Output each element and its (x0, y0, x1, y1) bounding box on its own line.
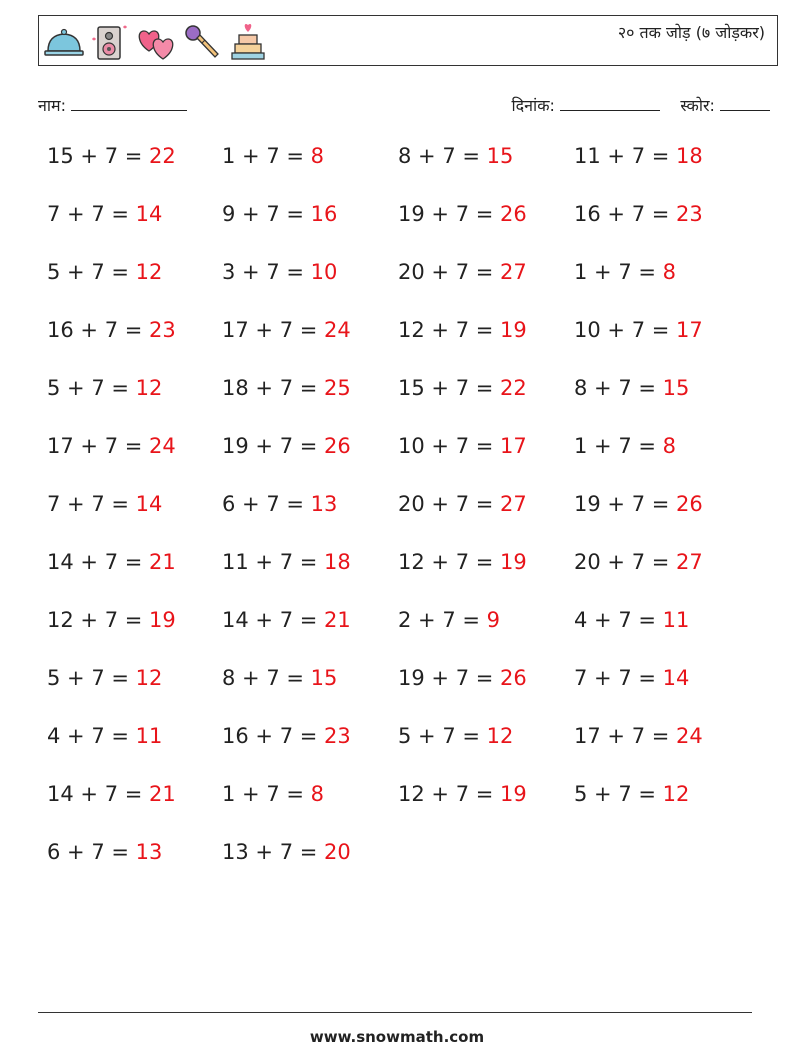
addend-b: 7 (91, 376, 105, 400)
answer: 17 (676, 318, 703, 342)
addend-a: 19 (398, 202, 425, 226)
addend-a: 17 (222, 318, 249, 342)
answer: 26 (676, 492, 703, 516)
answer: 14 (662, 666, 690, 690)
answer: 12 (135, 260, 163, 284)
addend-a: 2 (398, 608, 412, 632)
addend-a: 10 (574, 318, 601, 342)
addend-a: 11 (574, 144, 601, 168)
answer: 21 (149, 550, 176, 574)
addend-b: 7 (91, 492, 105, 516)
answer: 17 (500, 434, 527, 458)
answer: 27 (500, 492, 527, 516)
addend-a: 19 (222, 434, 249, 458)
speaker-icon (89, 21, 131, 63)
answer: 23 (149, 318, 176, 342)
problem-item: 14 + 7 = 21 (47, 782, 176, 806)
addend-b: 7 (104, 434, 119, 458)
addend-a: 16 (574, 202, 601, 226)
addend-a: 4 (574, 608, 588, 632)
addend-a: 7 (574, 666, 588, 690)
addend-a: 12 (47, 608, 74, 632)
addend-b: 7 (279, 318, 294, 342)
serving-cloche-icon (43, 21, 85, 63)
answer: 13 (310, 492, 338, 516)
answer: 27 (500, 260, 527, 284)
addend-a: 8 (398, 144, 412, 168)
addend-b: 7 (266, 144, 280, 168)
addend-b: 7 (618, 666, 632, 690)
addend-a: 16 (47, 318, 74, 342)
problem-item: 7 + 7 = 14 (47, 492, 163, 516)
answer: 18 (324, 550, 351, 574)
addend-b: 7 (631, 202, 646, 226)
name-field (38, 94, 187, 116)
addend-a: 5 (47, 376, 61, 400)
problem-item: 19 + 7 = 26 (222, 434, 351, 458)
answer: 14 (135, 492, 163, 516)
addend-b: 7 (104, 550, 119, 574)
answer: 21 (149, 782, 176, 806)
problem-item: 20 + 7 = 27 (574, 550, 703, 574)
addend-b: 7 (104, 782, 119, 806)
date-label: दिनांक: (511, 96, 555, 115)
addend-b: 7 (455, 550, 470, 574)
addend-b: 7 (279, 376, 294, 400)
addend-a: 1 (222, 144, 236, 168)
problem-item: 13 + 7 = 20 (222, 840, 351, 864)
problem-item: 1 + 7 = 8 (574, 434, 677, 458)
answer: 22 (500, 376, 527, 400)
answer: 24 (324, 318, 351, 342)
addend-a: 8 (574, 376, 588, 400)
problem-item: 8 + 7 = 15 (398, 144, 514, 168)
addend-b: 7 (266, 782, 280, 806)
answer: 23 (324, 724, 351, 748)
problem-item: 19 + 7 = 26 (398, 202, 527, 226)
addend-a: 9 (222, 202, 236, 226)
problem-item: 19 + 7 = 26 (574, 492, 703, 516)
problem-item: 5 + 7 = 12 (398, 724, 514, 748)
addend-b: 7 (455, 492, 470, 516)
problem-item: 3 + 7 = 10 (222, 260, 338, 284)
addend-b: 7 (455, 318, 470, 342)
problem-item: 17 + 7 = 24 (222, 318, 351, 342)
answer: 25 (324, 376, 351, 400)
addend-a: 5 (47, 260, 61, 284)
addend-b: 7 (618, 782, 632, 806)
answer: 22 (149, 144, 176, 168)
answer: 11 (135, 724, 163, 748)
worksheet-title: २० तक जोड़ (७ जोड़कर) (617, 23, 765, 42)
score-label: स्कोर: (680, 96, 715, 115)
addend-a: 20 (398, 260, 425, 284)
answer: 14 (135, 202, 163, 226)
problem-item: 9 + 7 = 16 (222, 202, 338, 226)
header-icons (43, 19, 269, 65)
answer: 12 (135, 666, 163, 690)
addend-a: 20 (398, 492, 425, 516)
addend-a: 16 (222, 724, 249, 748)
problem-item: 10 + 7 = 17 (398, 434, 527, 458)
answer: 24 (149, 434, 176, 458)
addend-a: 20 (574, 550, 601, 574)
answer: 24 (676, 724, 703, 748)
name-label: नाम: (38, 96, 66, 115)
answer: 12 (135, 376, 163, 400)
addend-b: 7 (91, 724, 105, 748)
addend-a: 19 (398, 666, 425, 690)
addend-a: 12 (398, 318, 425, 342)
cake-icon (227, 21, 269, 63)
problem-item: 14 + 7 = 21 (47, 550, 176, 574)
answer: 12 (662, 782, 690, 806)
addend-a: 11 (222, 550, 249, 574)
answer: 10 (310, 260, 338, 284)
addend-a: 1 (222, 782, 236, 806)
answer: 12 (486, 724, 514, 748)
addend-a: 8 (222, 666, 236, 690)
addend-b: 7 (279, 608, 294, 632)
footer-url: www.snowmath.com (309, 1028, 485, 1046)
addend-b: 7 (279, 724, 294, 748)
addend-a: 14 (47, 782, 74, 806)
addend-a: 14 (222, 608, 249, 632)
addend-b: 7 (266, 666, 280, 690)
problem-item: 4 + 7 = 11 (574, 608, 690, 632)
addend-b: 7 (91, 666, 105, 690)
addend-a: 4 (47, 724, 61, 748)
addend-a: 3 (222, 260, 236, 284)
problem-item: 2 + 7 = 9 (398, 608, 501, 632)
problem-item: 6 + 7 = 13 (222, 492, 338, 516)
answer: 21 (324, 608, 351, 632)
addend-b: 7 (442, 144, 456, 168)
addend-b: 7 (618, 376, 632, 400)
problem-item: 10 + 7 = 17 (574, 318, 703, 342)
problem-item: 7 + 7 = 14 (47, 202, 163, 226)
microphone-icon (181, 21, 223, 63)
answer: 26 (324, 434, 351, 458)
problem-item: 4 + 7 = 11 (47, 724, 163, 748)
addend-b: 7 (442, 724, 456, 748)
addend-a: 15 (398, 376, 425, 400)
addend-b: 7 (618, 434, 632, 458)
problem-item: 8 + 7 = 15 (574, 376, 690, 400)
problem-item: 1 + 7 = 8 (222, 144, 325, 168)
addend-a: 19 (574, 492, 601, 516)
problem-item: 12 + 7 = 19 (398, 318, 527, 342)
answer: 13 (135, 840, 163, 864)
addend-b: 7 (104, 144, 119, 168)
problem-item: 1 + 7 = 8 (222, 782, 325, 806)
answer: 19 (500, 782, 527, 806)
addend-a: 13 (222, 840, 249, 864)
addend-a: 12 (398, 782, 425, 806)
problem-item: 20 + 7 = 27 (398, 492, 527, 516)
answer: 8 (310, 144, 325, 168)
addend-a: 7 (47, 202, 61, 226)
answer: 8 (662, 260, 677, 284)
problem-item: 1 + 7 = 8 (574, 260, 677, 284)
problem-item: 11 + 7 = 18 (222, 550, 351, 574)
addend-a: 5 (398, 724, 412, 748)
addend-b: 7 (279, 840, 294, 864)
addend-b: 7 (91, 260, 105, 284)
problem-item: 20 + 7 = 27 (398, 260, 527, 284)
problem-item: 19 + 7 = 26 (398, 666, 527, 690)
addend-b: 7 (631, 318, 646, 342)
addend-a: 6 (47, 840, 61, 864)
addend-a: 1 (574, 434, 588, 458)
addend-a: 1 (574, 260, 588, 284)
answer: 8 (310, 782, 325, 806)
addend-b: 7 (279, 434, 294, 458)
addend-a: 15 (47, 144, 74, 168)
addend-b: 7 (266, 260, 280, 284)
answer: 9 (486, 608, 501, 632)
addend-a: 12 (398, 550, 425, 574)
problem-item: 5 + 7 = 12 (47, 376, 163, 400)
problem-item: 18 + 7 = 25 (222, 376, 351, 400)
addend-b: 7 (104, 608, 119, 632)
addend-b: 7 (104, 318, 119, 342)
answer: 16 (310, 202, 338, 226)
addend-a: 14 (47, 550, 74, 574)
addend-b: 7 (631, 724, 646, 748)
addend-b: 7 (279, 550, 294, 574)
footer-divider (38, 1012, 752, 1013)
problem-item: 15 + 7 = 22 (47, 144, 176, 168)
name-blank-line[interactable] (71, 96, 187, 111)
addend-b: 7 (618, 608, 632, 632)
addend-b: 7 (91, 202, 105, 226)
answer: 8 (662, 434, 677, 458)
date-blank-line[interactable] (560, 96, 660, 111)
answer: 20 (324, 840, 351, 864)
problem-item: 17 + 7 = 24 (574, 724, 703, 748)
answer: 11 (662, 608, 690, 632)
answer: 15 (662, 376, 690, 400)
addend-b: 7 (91, 840, 105, 864)
problem-item: 12 + 7 = 19 (47, 608, 176, 632)
worksheet-header (38, 15, 778, 66)
problem-item: 15 + 7 = 22 (398, 376, 527, 400)
answer: 19 (149, 608, 176, 632)
answer: 18 (676, 144, 703, 168)
problem-item: 5 + 7 = 12 (47, 666, 163, 690)
addend-a: 17 (47, 434, 74, 458)
answer: 26 (500, 666, 527, 690)
answer: 19 (500, 550, 527, 574)
score-blank-line[interactable] (720, 96, 770, 111)
problem-item: 12 + 7 = 19 (398, 782, 527, 806)
addend-b: 7 (631, 492, 646, 516)
answer: 19 (500, 318, 527, 342)
addend-b: 7 (631, 144, 646, 168)
answer: 15 (486, 144, 514, 168)
addend-a: 17 (574, 724, 601, 748)
addend-b: 7 (442, 608, 456, 632)
problem-item: 16 + 7 = 23 (574, 202, 703, 226)
addend-b: 7 (455, 782, 470, 806)
addend-b: 7 (455, 666, 470, 690)
addend-a: 18 (222, 376, 249, 400)
problem-item: 5 + 7 = 12 (574, 782, 690, 806)
hearts-icon (135, 21, 177, 63)
problem-item: 7 + 7 = 14 (574, 666, 690, 690)
answer: 27 (676, 550, 703, 574)
addend-b: 7 (455, 202, 470, 226)
answer: 26 (500, 202, 527, 226)
addend-a: 6 (222, 492, 236, 516)
problem-item: 5 + 7 = 12 (47, 260, 163, 284)
addend-b: 7 (266, 202, 280, 226)
addend-b: 7 (455, 260, 470, 284)
addend-b: 7 (266, 492, 280, 516)
addend-b: 7 (455, 434, 470, 458)
problem-item: 16 + 7 = 23 (47, 318, 176, 342)
date-score-fields (512, 94, 770, 116)
problem-item: 14 + 7 = 21 (222, 608, 351, 632)
addend-b: 7 (631, 550, 646, 574)
problem-item: 16 + 7 = 23 (222, 724, 351, 748)
answer: 15 (310, 666, 338, 690)
answer: 23 (676, 202, 703, 226)
problem-item: 8 + 7 = 15 (222, 666, 338, 690)
addend-b: 7 (618, 260, 632, 284)
addend-a: 7 (47, 492, 61, 516)
addend-b: 7 (455, 376, 470, 400)
problem-item: 6 + 7 = 13 (47, 840, 163, 864)
addend-a: 5 (47, 666, 61, 690)
problem-item: 12 + 7 = 19 (398, 550, 527, 574)
problem-item: 17 + 7 = 24 (47, 434, 176, 458)
problem-item: 11 + 7 = 18 (574, 144, 703, 168)
addend-a: 5 (574, 782, 588, 806)
addend-a: 10 (398, 434, 425, 458)
